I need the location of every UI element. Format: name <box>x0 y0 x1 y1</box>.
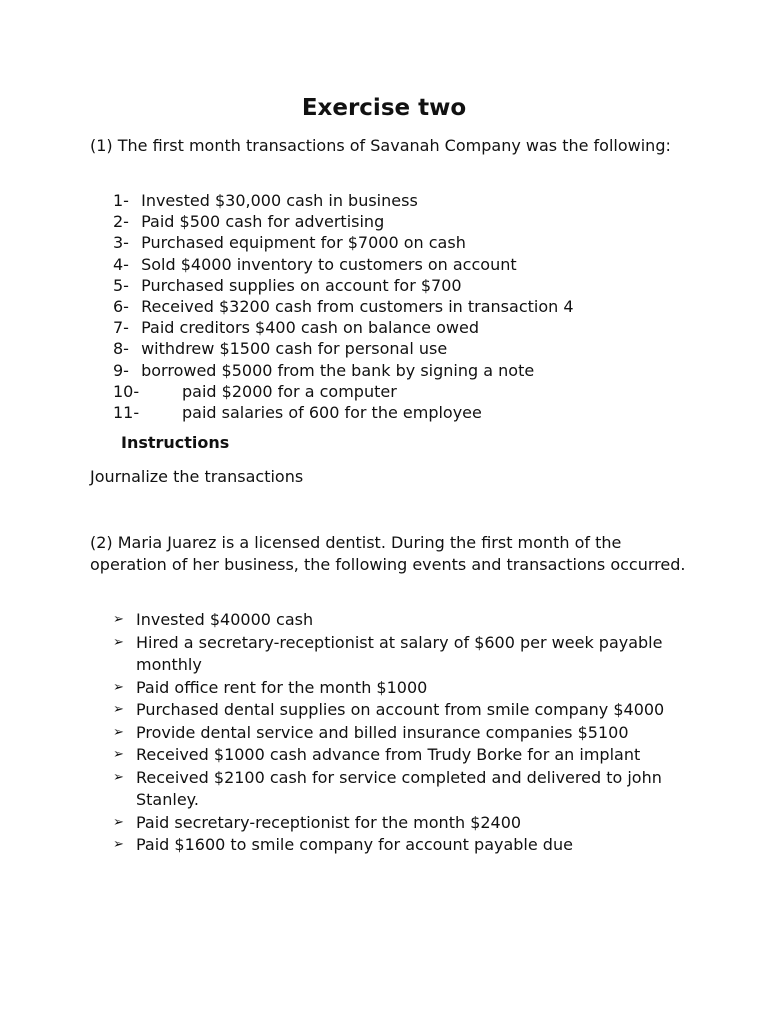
arrow-bullet-icon: ➢ <box>113 814 124 830</box>
instructions-heading: Instructions <box>121 433 230 452</box>
page-title: Exercise two <box>301 95 467 121</box>
item-number: 3- <box>113 233 129 253</box>
arrow-bullet-icon: ➢ <box>113 612 124 627</box>
list-item <box>113 275 574 296</box>
list-item <box>113 677 693 700</box>
exercise-1-intro: (1) The first month transactions of Savanah Company was the following: <box>90 136 671 155</box>
arrow-bullet-icon: ➢ <box>113 634 124 650</box>
list-item <box>113 254 574 275</box>
item-text: Paid $500 cash for advertising <box>141 212 385 232</box>
item-text: Paid $1600 to smile company for account payable due <box>136 835 573 854</box>
list-item <box>113 317 574 338</box>
list-item <box>113 699 693 722</box>
arrow-bullet-icon: ➢ <box>113 747 124 762</box>
list-item <box>113 360 574 381</box>
arrow-bullet-icon: ➢ <box>113 702 124 717</box>
item-text: Received $3200 cash from customers in transaction 4 <box>141 297 574 317</box>
item-text: withdrew $1500 cash for personal use <box>141 339 448 359</box>
item-text: Invested $30,000 cash in business <box>141 191 418 210</box>
arrow-bullet-icon: ➢ <box>113 769 124 785</box>
instructions-text: Journalize the transactions <box>90 467 304 486</box>
item-number: 10- <box>113 381 140 401</box>
item-text: borrowed $5000 from the bank by signing a note <box>141 360 535 380</box>
list-item <box>113 190 574 211</box>
item-number: 2- <box>113 212 129 232</box>
item-text: Invested $40000 cash <box>136 610 314 629</box>
item-text: paid salaries of 600 for the employee <box>182 403 482 423</box>
list-item <box>113 834 693 857</box>
item-text: Paid creditors $400 cash on balance owed <box>141 318 479 338</box>
item-text: Sold $4000 inventory to customers on account <box>141 254 517 274</box>
list-item <box>113 402 574 423</box>
item-number: 8- <box>113 339 129 359</box>
item-text: Paid office rent for the month $1000 <box>136 677 428 697</box>
item-text: Received $2100 cash for service completed and delivered to john Stanley. <box>136 767 662 809</box>
arrow-bullet-icon: ➢ <box>113 837 124 852</box>
item-number: 11- <box>113 403 140 423</box>
item-text: Hired a secretary-receptionist at salary of $600 per week payable monthly <box>136 632 663 674</box>
item-number: 9- <box>113 360 129 380</box>
events-list <box>113 609 693 857</box>
item-text: Paid secretary-receptionist for the month $2400 <box>136 812 522 832</box>
list-item <box>113 232 574 253</box>
item-text: paid $2000 for a computer <box>182 381 397 401</box>
list-item <box>113 296 574 317</box>
item-text: Purchased equipment for $7000 on cash <box>141 233 466 253</box>
list-item <box>113 609 693 632</box>
list-item <box>113 381 574 402</box>
list-item <box>113 632 693 677</box>
item-number: 4- <box>113 254 129 274</box>
arrow-bullet-icon: ➢ <box>113 679 124 695</box>
item-number: 1- <box>113 191 129 210</box>
list-item <box>113 744 693 767</box>
item-text: Received $1000 cash advance from Trudy Borke for an implant <box>136 745 641 764</box>
item-text: Purchased supplies on account for $700 <box>141 275 462 295</box>
list-item <box>113 338 574 359</box>
arrow-bullet-icon: ➢ <box>113 724 124 740</box>
item-number: 5- <box>113 275 129 295</box>
transactions-list <box>113 190 574 423</box>
list-item <box>113 722 693 745</box>
item-text: Provide dental service and billed insurance companies $5100 <box>136 722 629 742</box>
list-item <box>113 767 693 812</box>
list-item <box>113 812 693 835</box>
item-number: 7- <box>113 318 129 338</box>
item-text: Purchased dental supplies on account from smile company $4000 <box>136 700 665 719</box>
list-item <box>113 211 574 232</box>
item-number: 6- <box>113 297 129 317</box>
exercise-2-intro: (2) Maria Juarez is a licensed dentist. During the first month of the operation of her business, the following events and transactions occurred. <box>90 533 686 574</box>
